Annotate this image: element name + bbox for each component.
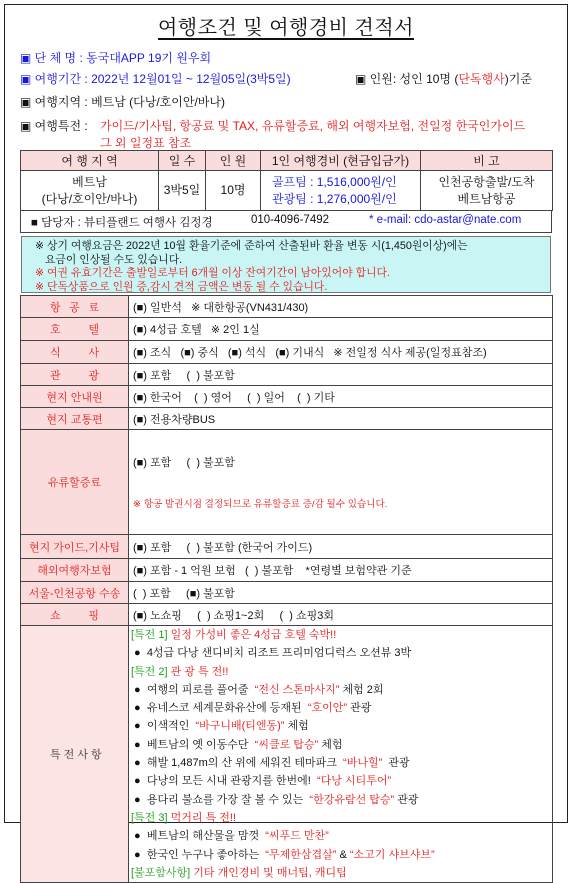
quote-table bbox=[20, 150, 553, 211]
special-heading-text: 관 광 특 전!! bbox=[167, 665, 229, 678]
quote-header-row bbox=[21, 151, 553, 171]
condition-label-text: 호 텔 bbox=[50, 324, 99, 336]
benefits-label: ▣ 여행특전 : bbox=[20, 119, 88, 133]
special-item-highlight: “한강유람선 탑승” bbox=[309, 793, 395, 806]
condition-row-meals bbox=[21, 341, 553, 364]
condition-label bbox=[21, 386, 129, 408]
special-item-highlight: “바나힐” bbox=[343, 757, 383, 770]
condition-label bbox=[21, 535, 129, 559]
condition-row-shopping bbox=[21, 604, 553, 626]
condition-value bbox=[129, 430, 553, 535]
special-item-suffix: 체험 2회 bbox=[339, 683, 384, 696]
condition-label-text: 해외여행자보험 bbox=[37, 565, 112, 577]
condition-label bbox=[21, 364, 129, 386]
special-item-text: ● 베트남의 옛 이동수단 bbox=[131, 738, 255, 751]
special-item-separator: & bbox=[336, 848, 350, 861]
condition-row-transport bbox=[21, 408, 553, 430]
header-people: 인 원 bbox=[206, 151, 261, 171]
condition-value: (■) 일반석 ※ 대한항공(VN431/430) bbox=[129, 296, 553, 318]
special-item bbox=[131, 699, 552, 717]
condition-label-text: 식 사 bbox=[50, 347, 99, 359]
condition-label bbox=[21, 430, 129, 535]
special-item bbox=[131, 791, 552, 809]
people-label: ▣ 인원: bbox=[355, 72, 397, 86]
remarks-cell bbox=[421, 171, 553, 211]
benefits-line bbox=[20, 119, 88, 133]
document-title: 여행조건 및 여행경비 견적서 bbox=[157, 17, 414, 39]
condition-value: (■) 조식 (■) 중식 (■) 석식 (■) 기내식 ※ 전일정 식사 제공(일정표참조) bbox=[129, 341, 553, 364]
special-item-highlight: “씨푸드 만찬” bbox=[265, 830, 329, 843]
header-days: 일 수 bbox=[159, 151, 206, 171]
travel-region-value: 베트남 (다낭/호이안/바나) bbox=[91, 95, 225, 109]
travel-region-line bbox=[20, 95, 225, 109]
special-item-highlight: “다낭 시티투어” bbox=[316, 775, 392, 788]
special-item bbox=[131, 644, 552, 662]
condition-label bbox=[21, 318, 129, 341]
special-item-text: ● 베트남의 해산물을 맘껏 bbox=[131, 830, 266, 843]
condition-row-specials bbox=[21, 626, 553, 883]
people-highlight: 단독행사 bbox=[458, 72, 505, 86]
specials-label-text: 특 전 사 항 bbox=[50, 749, 102, 762]
header-remarks: 비 고 bbox=[421, 151, 553, 171]
notice-headcount: ※ 단독상품으로 인원 증,감시 견적 금액은 변동 될 수 있습니다. bbox=[35, 280, 328, 293]
condition-row-sightseeing bbox=[21, 364, 553, 386]
price-cell bbox=[261, 171, 421, 211]
notice-passport: ※ 여권 유효기간은 출발일로부터 6개월 이상 잔여기간이 남아있어야 합니다. bbox=[35, 267, 390, 279]
manager-info: ■ 담당자 : 뷰티플랜드 여행사 김정경 bbox=[31, 217, 213, 229]
remarks-route: 인천공항출발/도착 bbox=[438, 174, 535, 189]
special-item-highlight: “전신 스톤마사지” bbox=[254, 683, 340, 696]
fuel-surcharge-note: ※ 항공 발권시점 결정되므로 유류할증료 증/감 될수 있습니다. bbox=[133, 499, 388, 510]
days-cell: 3박5일 bbox=[159, 171, 206, 211]
special-item-suffix: 관광 bbox=[382, 757, 410, 770]
specials-label bbox=[21, 626, 129, 883]
exclusions-text: 기타 개인경비 및 매너팁, 캐디팁 bbox=[190, 866, 347, 879]
special-item-highlight: “호이안” bbox=[307, 702, 348, 715]
condition-value: (■) 포함 ( ) 불포함 bbox=[129, 364, 553, 386]
travel-region-label: ▣ 여행지역 : bbox=[20, 95, 88, 109]
notice-box bbox=[21, 236, 551, 293]
condition-value: (■) 4성급 호텔 ※ 2인 1실 bbox=[129, 318, 553, 341]
special-item bbox=[131, 736, 552, 754]
price-golf-team: 골프팀 : 1,516,000원/인 bbox=[272, 174, 397, 189]
special-item-text: ● 다낭의 모든 시내 관광지를 한번에! bbox=[131, 775, 317, 788]
travel-period-line bbox=[20, 72, 291, 86]
special-item-text: ● 4성급 다낭 샌디비치 리조트 프리미엄디럭스 오션뷰 3박 bbox=[131, 647, 412, 660]
region-country: 베트남 bbox=[72, 174, 107, 189]
special-item-highlight: “무제한삼겹살” bbox=[265, 848, 337, 861]
condition-label-text: 현지 교통편 bbox=[46, 413, 103, 426]
condition-label bbox=[21, 604, 129, 626]
people-value: 성인 10명 ( bbox=[399, 72, 459, 86]
condition-value: (■) 포함 - 1 억원 보험 ( ) 불포함 *연령별 보험약관 기준 bbox=[129, 559, 553, 582]
condition-label-text: 현지 안내원 bbox=[46, 391, 103, 404]
special-item-highlight: “바구니배(티엔동)” bbox=[195, 720, 285, 733]
manager-email: * e-mail: cdo-astar@nate.com bbox=[369, 214, 522, 226]
special-tag: [특전 3] bbox=[131, 811, 168, 824]
condition-row-insurance bbox=[21, 559, 553, 582]
condition-row-airfare bbox=[21, 296, 553, 318]
group-name-value: 동국대APP 19기 원우회 bbox=[86, 51, 212, 65]
benefits-value-line: 가이드/기사팁, 항공료 및 TAX, 유류할증료, 해외 여행자보험, 전일정 한국인가이드 bbox=[100, 119, 526, 133]
condition-value: (■) 노쇼핑 ( ) 쇼핑1~2회 ( ) 쇼핑3회 bbox=[129, 604, 553, 626]
people-line bbox=[355, 72, 532, 86]
special-tag: [특전 1] bbox=[131, 629, 168, 641]
special-heading bbox=[131, 663, 552, 681]
group-name-line bbox=[20, 51, 211, 65]
exclusions-line bbox=[131, 864, 552, 882]
condition-label bbox=[21, 408, 129, 430]
condition-value: (■) 전용차량BUS bbox=[129, 408, 553, 430]
special-heading-text: 일정 가성비 좋은 4성급 호텔 숙박!! bbox=[167, 629, 337, 641]
special-item-suffix: 관광 bbox=[394, 793, 419, 806]
special-heading bbox=[131, 809, 552, 827]
special-heading bbox=[131, 626, 552, 644]
header-price: 1인 여행경비 (현금입금가) bbox=[261, 151, 421, 171]
manager-phone: 010-4096-7492 bbox=[251, 214, 330, 226]
condition-row-guide-tips bbox=[21, 535, 553, 559]
special-item-text: ● 이색적인 bbox=[131, 720, 196, 733]
travel-period-label: ▣ 여행기간 : bbox=[20, 72, 88, 86]
special-item-text: ● 용다리 불쇼를 가장 잘 볼 수 있는 bbox=[131, 793, 310, 806]
special-item bbox=[131, 827, 552, 845]
special-item-text: ● 여행의 피로를 풀어줄 bbox=[131, 683, 255, 696]
benefits-values bbox=[100, 118, 525, 152]
special-item-suffix: 관광 bbox=[347, 702, 372, 715]
notice-exchange-rate-cont: 요금이 인상될 수도 있습니다. bbox=[45, 253, 183, 266]
special-item bbox=[131, 846, 552, 864]
condition-label-text: 쇼 핑 bbox=[50, 609, 99, 622]
contact-row bbox=[20, 210, 552, 233]
remarks-airline: 베트남항공 bbox=[457, 191, 516, 206]
condition-label bbox=[21, 296, 129, 318]
quote-data-row bbox=[21, 171, 553, 211]
special-item bbox=[131, 717, 552, 735]
condition-value: (■) 한국어 ( ) 영어 ( ) 일어 ( ) 기타 bbox=[129, 386, 553, 408]
condition-row-airport-transfer bbox=[21, 582, 553, 604]
region-cell bbox=[21, 171, 159, 211]
condition-label-text: 유류할증료 bbox=[47, 477, 102, 489]
travel-period-value: 2022년 12월01일 ~ 12월05일(3박5일) bbox=[91, 72, 291, 86]
special-item-text: ● 한국인 누구나 좋아하는 bbox=[131, 848, 266, 861]
special-item-highlight: “소고기 샤브샤브” bbox=[349, 848, 435, 861]
condition-row-local-guide bbox=[21, 386, 553, 408]
exclusions-tag: [불포함사항] bbox=[131, 866, 191, 879]
header-region: 여 행 지 역 bbox=[21, 151, 159, 171]
region-cities: (다낭/호이안/바나) bbox=[41, 191, 138, 206]
special-heading-text: 먹거리 특 전!! bbox=[167, 811, 236, 824]
group-name-label: ▣ 단 체 명 : bbox=[20, 51, 83, 65]
special-item-text: ● 유네스코 세계문화유산에 등재된 bbox=[131, 702, 308, 715]
condition-label-text: 현지 가이드,기사팁 bbox=[28, 541, 121, 554]
condition-row-fuel-surcharge bbox=[21, 430, 553, 535]
condition-label bbox=[21, 341, 129, 364]
special-tag: [특전 2] bbox=[131, 665, 168, 678]
specials-content bbox=[129, 626, 553, 883]
special-item-text: ● 해발 1,487m의 산 위에 세워진 테마파크 bbox=[131, 757, 344, 770]
people-value-suffix: )기준 bbox=[504, 72, 532, 86]
condition-label-text: 서울-인천공항 수송 bbox=[28, 587, 121, 600]
condition-label-text: 항 공 료 bbox=[50, 301, 99, 314]
notice-exchange-rate: ※ 상기 여행요금은 2022년 10월 환율기준에 준하여 산출된바 환율 변동 시(1,450원이상)에는 bbox=[35, 240, 468, 252]
special-item-suffix: 체험 bbox=[284, 720, 309, 733]
people-cell: 10명 bbox=[206, 171, 261, 211]
special-item bbox=[131, 681, 552, 699]
condition-label-text: 관 광 bbox=[50, 369, 99, 382]
condition-value-text: (■) 포함 ( ) 불포함 bbox=[133, 457, 235, 469]
special-item-highlight: “씨클로 탑승” bbox=[254, 738, 319, 751]
special-item-suffix: 체험 bbox=[318, 738, 343, 751]
price-tour-team: 관광팀 : 1,276,000원/인 bbox=[272, 191, 397, 206]
conditions-table bbox=[20, 295, 553, 883]
special-item bbox=[131, 754, 552, 772]
condition-row-hotel bbox=[21, 318, 553, 341]
special-item bbox=[131, 772, 552, 790]
condition-label bbox=[21, 559, 129, 582]
condition-value: ( ) 포함 (■) 불포함 bbox=[129, 582, 553, 604]
condition-value: (■) 포함 ( ) 불포함 (한국어 가이드) bbox=[129, 535, 553, 559]
condition-label bbox=[21, 582, 129, 604]
benefits-value-line: 그 외 일정표 참조 bbox=[100, 136, 192, 150]
